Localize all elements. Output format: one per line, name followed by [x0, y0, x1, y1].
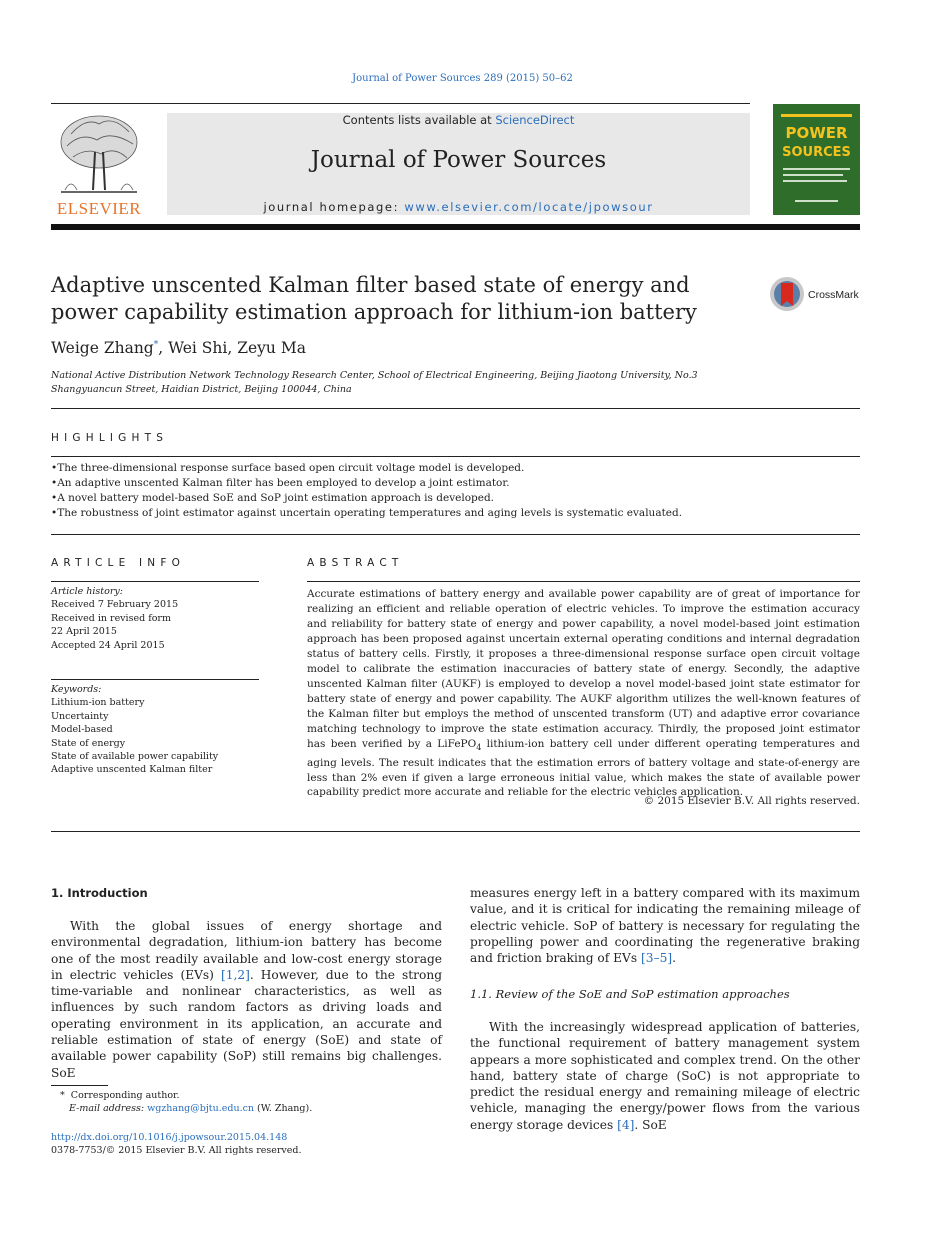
- intro-paragraph: [51, 918, 442, 1081]
- keyword: Uncertainty: [51, 710, 109, 722]
- keyword: Adaptive unscented Kalman filter: [51, 764, 213, 776]
- intro-text-b: . However, due to the strong time-variable and nonlinear characteristics, as well as influences by such random factors as driving loads and operating environment in its application, an accurate and reliable estimation of state of energy (SoE) and state of available power capability (SoP) still remains big challenges. SoE: [51, 967, 442, 1080]
- divider: [51, 534, 860, 535]
- abstract-part-b: lithium-ion battery cell under different operating temperatures and aging levels. The result indicates that the estimation errors of battery voltage and state-of-energy are less than 2% even if given a large erroneous initial value, which makes the state of available power capability predict more accurate and reliable for the electric vehicles application.: [307, 737, 860, 799]
- highlight-item: • An adaptive unscented Kalman filter has been employed to develop a joint estimator.: [51, 476, 860, 491]
- abstract-text: [307, 587, 860, 800]
- footnote-rule: [51, 1085, 108, 1086]
- abstract-part-a: Accurate estimations of battery energy and available power capability are of great of importance for realizing an efficient and reliable operation of electric vehicles. To improve the estimation accuracy and reliability for battery state of energy and power capability, a novel model-based joint estimation approach has been proposed against uncertain external operating conditions and internal degradation status of battery cells. Firstly, it proposes a three-dimensional response surface open circuit voltage model to calibrate the estimation inaccuracies of battery state of energy. Secondly, the adaptive unscented Kalman filter (AUKF) is employed to develop a novel model-based joint state estimator for battery state of energy and power capability. The AUKF algorithm utilizes the well-known features of the Kalman filter but employs the method of unscented transform (UT) and adaptive error covariance matching technology to improve the state estimation accuracy. Thirdly, the proposed joint estimator has been verified by a LiFePO: [307, 588, 860, 750]
- right-paragraph-1: [470, 885, 860, 966]
- header-rule: [51, 103, 750, 104]
- keyword: State of energy: [51, 737, 126, 749]
- divider: [51, 408, 860, 409]
- divider: [51, 679, 259, 680]
- elsevier-wordmark: ELSEVIER: [56, 199, 142, 218]
- highlights-heading: HIGHLIGHTS: [51, 432, 169, 444]
- right-text-a: measures energy left in a battery compared with its maximum value, and it is critical for indicating the remaining mileage of electric vehicle. SoP of battery is necessary for regulating the propelling power and coordinating the regenerative braking and friction braking of EVs: [470, 886, 860, 966]
- keyword: Model-based: [51, 724, 113, 736]
- history-item: Accepted 24 April 2015: [51, 639, 165, 651]
- divider: [51, 456, 860, 457]
- right-text-c: With the increasingly widespread application of batteries, the functional requirement of battery management system appears a more sophisticated and complex trend. On the other hand, battery state of charge (SoC) is not appropriate to predict the residual energy and remaining mileage of electric vehicle, managing the energy/power flows from the various energy storage devices: [470, 1020, 860, 1132]
- header-thick-rule: [51, 224, 860, 230]
- citation-link[interactable]: [4]: [617, 1117, 635, 1132]
- right-text-d: . SoE: [634, 1117, 667, 1132]
- keyword: Lithium-ion battery: [51, 697, 145, 709]
- highlights-list: [51, 461, 860, 521]
- email-suffix: (W. Zhang).: [254, 1103, 313, 1114]
- email-link[interactable]: wgzhang@bjtu.edu.cn: [147, 1103, 255, 1114]
- highlight-item: • A novel battery model-based SoE and SoP joint estimation approach is developed.: [51, 491, 860, 506]
- subsection-heading: 1.1. Review of the SoE and SoP estimation approaches: [470, 987, 790, 1001]
- divider: [51, 581, 259, 582]
- keyword: State of available power capability: [51, 751, 219, 763]
- email-label: E-mail address:: [69, 1103, 148, 1114]
- svg-text:SOURCES: SOURCES: [782, 145, 851, 160]
- keywords-label: Keywords:: [51, 684, 102, 695]
- divider: [51, 831, 860, 832]
- citation-link[interactable]: [3–5]: [640, 951, 673, 966]
- journal-citation[interactable]: Journal of Power Sources 289 (2015) 50–62: [352, 73, 573, 84]
- highlight-item: • The three-dimensional response surface based open circuit voltage model is developed.: [51, 461, 860, 476]
- history-item: 22 April 2015: [51, 626, 117, 638]
- right-paragraph-2: [470, 1019, 860, 1133]
- footnote-mark: *: [60, 1090, 65, 1101]
- journal-homepage: [167, 200, 750, 214]
- article-title: Adaptive unscented Kalman filter based state of energy and power capability estimation approach for lithium-ion battery: [51, 273, 697, 324]
- journal-cover-image: [773, 104, 860, 215]
- keywords-block: [51, 683, 259, 777]
- author-list: [51, 339, 306, 357]
- article-history: [51, 585, 259, 652]
- footnote-corresponding: [60, 1089, 180, 1103]
- crossmark-icon: [769, 276, 805, 312]
- history-item: Received in revised form: [51, 612, 171, 624]
- article-info-heading: ARTICLE INFO: [51, 557, 186, 569]
- contents-line: [167, 113, 750, 127]
- other-authors: , Wei Shi, Zeyu Ma: [158, 339, 306, 357]
- intro-text-a: With the global issues of energy shortage and environmental degradation, lithium-ion battery has become one of the most readily available and low-cost energy storage in electric vehicles (EVs): [51, 919, 442, 982]
- issn-line: 0378-7753/© 2015 Elsevier B.V. All rights reserved.: [51, 1145, 302, 1156]
- author-1: Weige Zhang: [51, 339, 154, 357]
- right-text-b: .: [672, 951, 676, 966]
- citation-link[interactable]: [1,2]: [220, 967, 250, 982]
- homepage-prefix: journal homepage:: [263, 200, 405, 214]
- history-item: Received 7 February 2015: [51, 599, 179, 611]
- corresponding-author-mark[interactable]: *: [153, 339, 159, 350]
- history-label: Article history:: [51, 586, 123, 597]
- sciencedirect-link[interactable]: ScienceDirect: [495, 113, 575, 127]
- divider: [307, 581, 860, 582]
- subscript: 4: [476, 742, 482, 752]
- contents-prefix: Contents lists available at: [342, 113, 496, 127]
- highlight-item: • The robustness of joint estimator against uncertain operating temperatures and aging levels is systematic evaluated.: [51, 506, 860, 521]
- homepage-link[interactable]: www.elsevier.com/locate/jpowsour: [404, 200, 654, 214]
- footnote-email: [69, 1102, 312, 1116]
- section-heading-introduction: 1. Introduction: [51, 886, 148, 900]
- abstract-heading: ABSTRACT: [307, 557, 404, 569]
- affiliation: National Active Distribution Network Technology Research Center, School of Electrical Engineering, Beijing Jiaotong University, No.3 Shangyuancun Street, Haidian District, Beijing 100044, China: [51, 370, 698, 395]
- abstract-copyright: © 2015 Elsevier B.V. All rights reserved.: [643, 795, 860, 807]
- crossmark-label: CrossMark: [808, 289, 859, 301]
- svg-text:POWER: POWER: [785, 124, 848, 142]
- doi-link[interactable]: http://dx.doi.org/10.1016/j.jpowsour.2015.04.148: [51, 1132, 288, 1143]
- footnote-corr-text: Corresponding author.: [70, 1090, 180, 1101]
- journal-title: Journal of Power Sources: [310, 147, 607, 173]
- crossmark-badge[interactable]: [769, 276, 869, 316]
